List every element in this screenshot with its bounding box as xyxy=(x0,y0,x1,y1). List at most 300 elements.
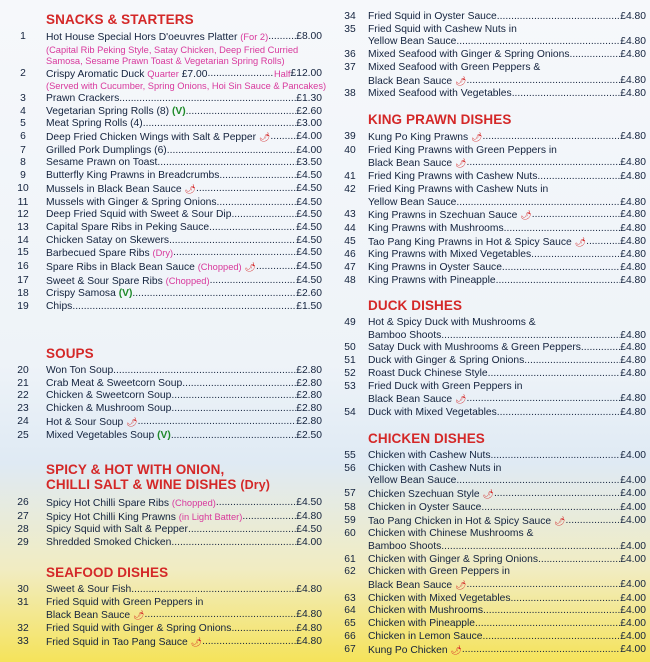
item-name xyxy=(46,636,202,650)
dot-leader xyxy=(171,403,296,416)
item-number: 62 xyxy=(344,566,356,578)
menu-item xyxy=(0,145,322,158)
item-name-text: Spicy Hot Chilli Spare Ribs xyxy=(46,498,170,509)
item-name-wrap xyxy=(46,261,296,275)
item-name-continued-text: Bamboo Shoots xyxy=(368,540,442,552)
menu-item xyxy=(332,593,646,606)
item-name xyxy=(368,355,524,368)
item-name xyxy=(368,605,483,618)
item-price: £4.80 xyxy=(620,329,646,341)
item-name-wrap xyxy=(46,584,296,597)
menu-item xyxy=(332,24,646,37)
item-name-continued-text: Yellow Bean Sauce xyxy=(368,196,457,208)
item-name-text: Tao Pang King Prawns in Hot & Spicy Sauce xyxy=(368,236,572,248)
item-name xyxy=(368,463,501,476)
item-name-text: Hot & Spicy Duck with Mushrooms & xyxy=(368,317,536,328)
menu-item xyxy=(0,235,322,248)
item-name-text: Chicken Satay on Skewers xyxy=(46,234,170,246)
item-note-half: Half xyxy=(273,68,291,79)
item-name xyxy=(46,390,171,403)
item-name xyxy=(368,515,565,529)
item-name xyxy=(46,261,256,275)
item-name xyxy=(368,236,586,250)
item-number: 55 xyxy=(344,450,356,461)
item-name-wrap xyxy=(368,184,646,197)
item-number: 1 xyxy=(20,31,26,42)
chilli-icon: 🌶 xyxy=(244,262,256,273)
dot-leader xyxy=(138,416,297,430)
item-price: £4.80 xyxy=(620,367,646,379)
item-number: 13 xyxy=(17,221,29,233)
section-heading xyxy=(0,346,322,361)
item-name-wrap xyxy=(368,88,620,101)
item-name xyxy=(46,597,203,610)
item-description: (Capital Rib Peking Style, Satay Chicken, Deep Fried Curried xyxy=(46,44,299,55)
item-name xyxy=(368,381,523,394)
item-price: £4.80 xyxy=(296,623,322,635)
item-price: £4.00 xyxy=(296,144,322,156)
item-name-continued-text: Black Bean Sauce xyxy=(368,394,453,406)
dot-leader xyxy=(524,355,620,368)
item-price: £4.00 xyxy=(620,514,646,526)
dot-leader xyxy=(466,579,620,593)
dot-leader xyxy=(209,222,296,235)
item-name xyxy=(46,209,231,222)
section-title-line2: CHILLI SALT & WINE DISHES xyxy=(46,477,237,492)
dot-leader xyxy=(231,623,296,636)
item-name xyxy=(46,623,231,636)
item-name-text: Mixed Seafood with Vegetables xyxy=(368,88,512,100)
item-name-text: Chicken Szechuan Style xyxy=(368,489,480,501)
item-number: 32 xyxy=(17,623,29,635)
item-name-text: Barbecued Spare Ribs xyxy=(46,248,150,260)
item-name-wrap xyxy=(368,502,620,515)
item-name-continued xyxy=(368,475,456,488)
item-name-text: Chicken & Sweetcorn Soup xyxy=(46,390,172,402)
item-name-continued xyxy=(368,36,456,49)
dot-leader xyxy=(511,593,621,606)
chilli-icon: 🌶 xyxy=(455,394,467,405)
item-name-wrap xyxy=(368,515,620,529)
item-name-wrap xyxy=(368,197,620,210)
item-name xyxy=(46,403,171,416)
section-heading xyxy=(332,298,646,313)
menu-item xyxy=(0,68,322,82)
item-number: 17 xyxy=(17,274,29,286)
dot-leader xyxy=(113,365,296,378)
item-name-text: Mussels with Ginger & Spring Onions xyxy=(46,196,217,208)
item-price: £4.00 xyxy=(620,540,646,552)
item-name-text: Duck with Mixed Vegetables xyxy=(368,406,497,418)
item-price: £4.00 xyxy=(620,579,646,591)
menu-section xyxy=(0,462,322,550)
dot-leader xyxy=(132,288,296,301)
menu-item-continued xyxy=(332,157,646,171)
dot-leader xyxy=(268,31,296,45)
item-name-wrap xyxy=(46,157,296,170)
item-name xyxy=(46,68,207,82)
item-name-wrap xyxy=(46,597,322,610)
dot-leader xyxy=(131,584,296,597)
dot-leader xyxy=(256,261,296,275)
menu-item xyxy=(332,450,646,463)
spacer xyxy=(332,157,368,171)
item-number: 59 xyxy=(344,514,356,526)
dot-leader xyxy=(497,407,620,420)
item-price: £4.00 xyxy=(620,630,646,642)
item-price: £4.80 xyxy=(620,74,646,86)
chilli-icon: 🌶 xyxy=(455,580,467,591)
item-name-text: King Prawns with Pineapple xyxy=(368,274,496,286)
item-name-continued xyxy=(368,157,466,171)
item-name xyxy=(46,247,173,261)
item-name xyxy=(368,644,462,658)
item-price: £3.50 xyxy=(296,157,322,169)
item-name xyxy=(368,554,538,567)
item-price: £4.80 xyxy=(620,11,646,22)
menu-item xyxy=(0,222,322,235)
item-name-text: Chicken with Cashew Nuts in xyxy=(368,462,502,474)
item-name-wrap xyxy=(46,378,296,391)
item-name-text: Satay Duck with Mushrooms & Green Peppers xyxy=(368,342,581,354)
item-name-text: Butterfly King Prawns in Breadcrumbs xyxy=(46,170,220,182)
item-name-wrap xyxy=(368,342,620,355)
chilli-icon: 🌶 xyxy=(574,236,587,247)
dot-leader xyxy=(196,183,296,197)
item-price: £4.80 xyxy=(620,274,646,286)
menu-item-continued xyxy=(0,609,322,623)
item-price: £4.00 xyxy=(620,553,646,565)
item-name-text: Spicy Hot Chilli King Prawns xyxy=(46,511,176,523)
item-name-text: Capital Spare Ribs in Peking Sauce xyxy=(46,221,210,233)
dot-leader xyxy=(169,235,296,248)
item-name-continued-text: Black Bean Sauce xyxy=(368,75,453,87)
chilli-icon: 🌶 xyxy=(554,515,566,526)
chilli-icon: 🌶 xyxy=(190,636,203,647)
menu-item xyxy=(0,157,322,170)
dot-leader xyxy=(157,157,296,170)
item-name-text: Duck with Ginger & Spring Onions xyxy=(368,355,525,367)
item-number: 41 xyxy=(344,171,356,183)
dot-leader xyxy=(569,49,620,62)
section-title: KING PRAWN DISHES xyxy=(368,112,512,127)
item-number: 47 xyxy=(344,262,356,274)
item-name-text: Deep Fried Chicken Wings with Salt & Pepper xyxy=(46,132,257,144)
menu-item xyxy=(332,605,646,618)
dot-leader xyxy=(144,609,296,623)
item-number: 18 xyxy=(17,288,29,300)
menu-section xyxy=(332,11,646,101)
menu-item xyxy=(0,288,322,301)
dot-leader xyxy=(475,618,620,631)
item-name-text: Mixed Seafood with Green Peppers & xyxy=(368,61,541,73)
item-name-text: Crab Meat & Sweetcorn Soup xyxy=(46,377,183,389)
item-name-wrap xyxy=(46,183,296,197)
dot-leader xyxy=(537,171,620,184)
item-price: £4.80 xyxy=(620,88,646,100)
item-price: £4.50 xyxy=(296,170,322,182)
item-name-text: Chicken with Chinese Mushrooms & xyxy=(368,528,534,540)
menu-item xyxy=(332,407,646,420)
item-name xyxy=(46,106,186,119)
spacer xyxy=(332,541,368,554)
menu-item xyxy=(332,249,646,262)
item-name-continued-text: Black Bean Sauce xyxy=(46,610,131,622)
menu-item xyxy=(0,170,322,183)
item-price: £4.50 xyxy=(296,497,322,508)
item-price: £2.80 xyxy=(296,377,322,389)
menu-item xyxy=(332,631,646,644)
menu-item-continued xyxy=(332,36,646,49)
item-name-text: Mussels in Black Bean Sauce xyxy=(46,183,182,195)
item-price: £4.00 xyxy=(620,501,646,513)
item-name xyxy=(46,235,169,248)
menu-item xyxy=(0,584,322,597)
menu-section xyxy=(332,431,646,657)
menu-item xyxy=(332,618,646,631)
item-name-wrap xyxy=(368,381,646,394)
menu-item xyxy=(0,378,322,391)
item-name-wrap xyxy=(46,145,296,158)
item-name-wrap xyxy=(368,618,620,631)
dot-leader xyxy=(502,262,620,275)
item-name-text: Chicken with Pineapple xyxy=(368,618,476,630)
item-price: £4.80 xyxy=(620,222,646,234)
item-name-wrap xyxy=(368,541,620,554)
item-price: £4.50 xyxy=(296,274,322,286)
item-name xyxy=(368,368,488,381)
item-number: 19 xyxy=(17,301,29,313)
item-number: 46 xyxy=(344,249,356,261)
item-number: 22 xyxy=(17,390,29,402)
dot-leader xyxy=(490,450,620,463)
item-name xyxy=(368,49,569,62)
item-price: £2.80 xyxy=(296,403,322,415)
item-name xyxy=(368,342,581,355)
item-price: £4.80 xyxy=(620,36,646,48)
item-price: £4.80 xyxy=(620,393,646,405)
item-number: 21 xyxy=(17,377,29,389)
item-name xyxy=(368,131,482,145)
item-name xyxy=(46,378,182,391)
item-price: £1.50 xyxy=(296,301,322,313)
menu-item xyxy=(0,430,322,443)
item-name-wrap xyxy=(368,368,620,381)
dot-leader xyxy=(512,88,621,101)
item-name-continued-text: Bamboo Shoots xyxy=(368,329,442,341)
item-name-text: Meat Spring Rolls (4) xyxy=(46,118,143,130)
item-name-wrap xyxy=(46,247,296,261)
menu-item xyxy=(0,623,322,636)
menu-item xyxy=(0,106,322,119)
item-name-text: Chicken in Oyster Sauce xyxy=(368,501,482,513)
dot-leader xyxy=(581,342,620,355)
item-name-wrap xyxy=(46,524,296,537)
dot-leader xyxy=(173,247,296,261)
dot-leader xyxy=(219,170,296,183)
item-number: 48 xyxy=(344,274,356,286)
menu-item xyxy=(332,11,646,24)
menu-section xyxy=(0,12,327,314)
item-number: 60 xyxy=(344,528,356,540)
dot-leader xyxy=(119,93,296,106)
item-name-wrap xyxy=(368,11,620,24)
item-price: £4.80 xyxy=(620,209,646,221)
item-name xyxy=(368,209,532,223)
item-name-text: Fried Squid in Oyster Sauce xyxy=(368,11,497,22)
spacer xyxy=(332,475,368,488)
item-name-wrap xyxy=(368,475,620,488)
item-price: £4.80 xyxy=(620,249,646,261)
item-note: (Chopped) xyxy=(171,498,216,508)
dot-leader xyxy=(482,631,620,644)
item-price: £4.00 xyxy=(620,643,646,655)
item-name-wrap xyxy=(46,275,296,289)
dot-leader xyxy=(171,430,296,443)
item-name-text: King Prawns in Szechuan Sauce xyxy=(368,210,518,222)
spacer xyxy=(332,579,368,593)
item-name-text: Sesame Prawn on Toast xyxy=(46,157,158,169)
item-name-wrap xyxy=(46,131,296,145)
menu-item xyxy=(332,381,646,394)
menu-item-continued xyxy=(332,197,646,210)
item-price: £4.00 xyxy=(620,592,646,604)
item-name-text: King Prawns with Mushrooms xyxy=(368,222,504,234)
item-name-text: Fried King Prawns with Cashew Nuts xyxy=(368,171,538,183)
item-number: 35 xyxy=(344,23,356,35)
menu-item xyxy=(0,118,322,131)
item-number: 36 xyxy=(344,49,356,61)
menu-item xyxy=(0,301,322,314)
item-name-continued-text: Black Bean Sauce xyxy=(368,580,453,592)
item-name-text: Chicken & Mushroom Soup xyxy=(46,403,172,415)
menu-item xyxy=(0,131,322,145)
dot-leader xyxy=(466,393,620,407)
item-name-text: Vegetarian Spring Rolls (8) xyxy=(46,105,170,117)
dot-leader xyxy=(483,605,620,618)
item-price: £4.80 xyxy=(620,262,646,274)
menu-item xyxy=(332,368,646,381)
spacer xyxy=(332,393,368,407)
spacer xyxy=(332,75,368,89)
item-name xyxy=(46,131,270,145)
vegetarian-badge: (V) xyxy=(118,288,133,300)
item-name-wrap xyxy=(368,644,620,658)
chilli-icon: 🌶 xyxy=(482,489,494,500)
item-number: 56 xyxy=(344,462,356,474)
item-name-text: Sweet & Sour Fish xyxy=(46,584,132,595)
dot-leader xyxy=(210,275,297,289)
item-name xyxy=(368,502,481,515)
menu-item xyxy=(332,88,646,101)
item-name-wrap xyxy=(368,554,620,567)
item-name xyxy=(46,118,143,131)
item-price: £4.00 xyxy=(296,537,322,549)
item-number: 63 xyxy=(344,592,356,604)
item-name-wrap xyxy=(46,623,296,636)
dot-leader xyxy=(565,515,620,529)
menu-item xyxy=(332,223,646,236)
item-number: 6 xyxy=(20,131,26,143)
item-name-wrap xyxy=(368,49,620,62)
item-price: £12.00 xyxy=(290,67,322,79)
item-name xyxy=(46,222,209,235)
item-price: £4.80 xyxy=(620,355,646,367)
item-name-wrap xyxy=(368,631,620,644)
item-name xyxy=(368,618,475,631)
item-number: 15 xyxy=(17,247,29,259)
item-name-wrap xyxy=(46,537,296,550)
item-name-text: Won Ton Soup xyxy=(46,365,114,376)
dot-leader xyxy=(186,106,297,119)
item-number: 26 xyxy=(17,497,29,508)
item-name-wrap xyxy=(368,223,620,236)
item-name-text: Sweet & Sour Spare Ribs xyxy=(46,275,163,287)
menu-item xyxy=(0,275,322,289)
item-name-wrap xyxy=(46,235,296,248)
chilli-icon: 🌶 xyxy=(258,132,271,143)
item-name-text: Chicken with Mushrooms xyxy=(368,605,484,617)
menu-item xyxy=(0,365,322,378)
item-name-wrap xyxy=(46,106,296,119)
item-name xyxy=(46,93,119,106)
dot-leader xyxy=(496,275,621,288)
item-name xyxy=(46,157,157,170)
item-number: 64 xyxy=(344,605,356,617)
item-name xyxy=(368,24,517,37)
item-note: (For 2) xyxy=(240,32,269,42)
chilli-icon: 🌶 xyxy=(455,75,467,86)
item-name-text: Hot House Special Hors D'oeuvres Platter xyxy=(46,32,238,43)
dot-leader xyxy=(167,145,296,158)
item-name-continued xyxy=(368,579,466,593)
menu-item xyxy=(0,209,322,222)
menu-item-continued xyxy=(332,75,646,89)
menu-item xyxy=(332,342,646,355)
item-name-wrap xyxy=(46,636,296,650)
dot-leader xyxy=(207,68,273,82)
item-name-wrap xyxy=(368,330,620,343)
item-name xyxy=(46,31,268,45)
item-price: £4.80 xyxy=(296,584,322,595)
item-price: £4.50 xyxy=(296,234,322,246)
item-name-text: Chicken in Lemon Sauce xyxy=(368,630,483,642)
item-name xyxy=(368,62,540,75)
item-name-text: Grilled Pork Dumplings (6) xyxy=(46,144,167,156)
item-number: 54 xyxy=(344,406,356,418)
item-number: 34 xyxy=(344,11,356,22)
dot-leader xyxy=(494,488,620,502)
item-name-continued-text: Yellow Bean Sauce xyxy=(368,475,457,487)
item-number: 51 xyxy=(344,355,356,367)
item-price: £4.50 xyxy=(296,524,322,536)
item-name xyxy=(46,584,131,597)
dot-leader xyxy=(456,36,620,49)
item-name-wrap xyxy=(46,365,296,378)
item-number: 67 xyxy=(344,643,356,655)
menu-item-continued xyxy=(332,330,646,343)
item-price: £4.80 xyxy=(620,171,646,183)
item-name-text: Mixed Vegetables Soup xyxy=(46,429,155,441)
menu-item xyxy=(332,488,646,502)
spacer xyxy=(0,609,46,623)
item-price: £4.80 xyxy=(620,406,646,418)
item-name-wrap xyxy=(46,301,296,314)
item-name-wrap xyxy=(368,579,620,593)
menu-item xyxy=(332,355,646,368)
menu-item xyxy=(0,390,322,403)
item-number: 28 xyxy=(17,524,29,536)
